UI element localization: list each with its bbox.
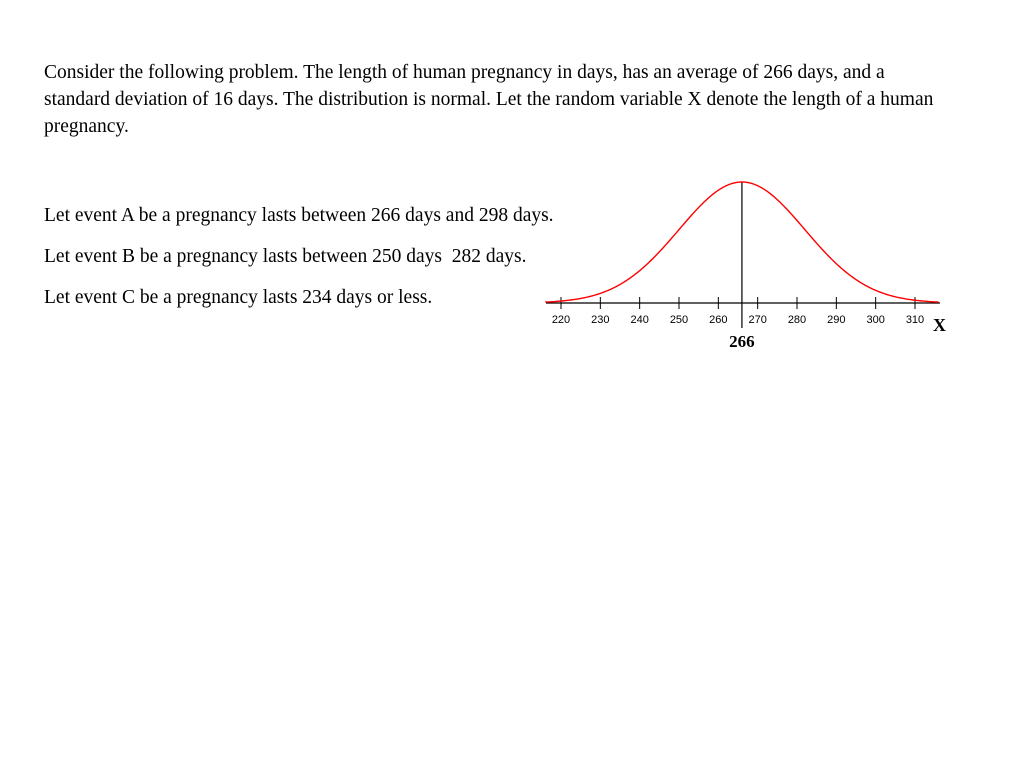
x-tick-label-250: 250 bbox=[669, 314, 689, 326]
event-b-text: Let event B be a pregnancy lasts between 250 days 282 days. bbox=[44, 246, 527, 267]
x-tick-label-270: 270 bbox=[748, 314, 767, 326]
x-tick-label-310: 310 bbox=[905, 314, 925, 326]
event-c-text: Let event C be a pregnancy lasts 234 days or less. bbox=[44, 287, 433, 308]
x-tick-label-290: 290 bbox=[827, 314, 846, 326]
problem-intro: Consider the following problem. The length of human pregnancy in days, has an average of 266 days, and a standard deviation of 16 days. The distribution is normal. Let the random variable X denote the length of a human pregnancy. bbox=[44, 62, 934, 137]
x-tick-label-260: 260 bbox=[709, 314, 728, 326]
x-tick-label-230: 230 bbox=[591, 314, 610, 326]
mean-label: 266 bbox=[729, 332, 755, 351]
x-tick-label-240: 240 bbox=[630, 314, 649, 326]
x-tick-label-280: 280 bbox=[787, 314, 807, 326]
x-axis-tick-labels bbox=[552, 314, 924, 326]
event-a-text: Let event A be a pregnancy lasts between 266 days and 298 days. bbox=[44, 205, 554, 226]
x-axis-variable-label: X bbox=[933, 315, 946, 335]
normal-curve-svg bbox=[540, 170, 960, 360]
x-tick-label-220: 220 bbox=[551, 314, 571, 326]
x-tick-label-300: 300 bbox=[866, 314, 885, 326]
normal-distribution-chart bbox=[540, 170, 960, 360]
